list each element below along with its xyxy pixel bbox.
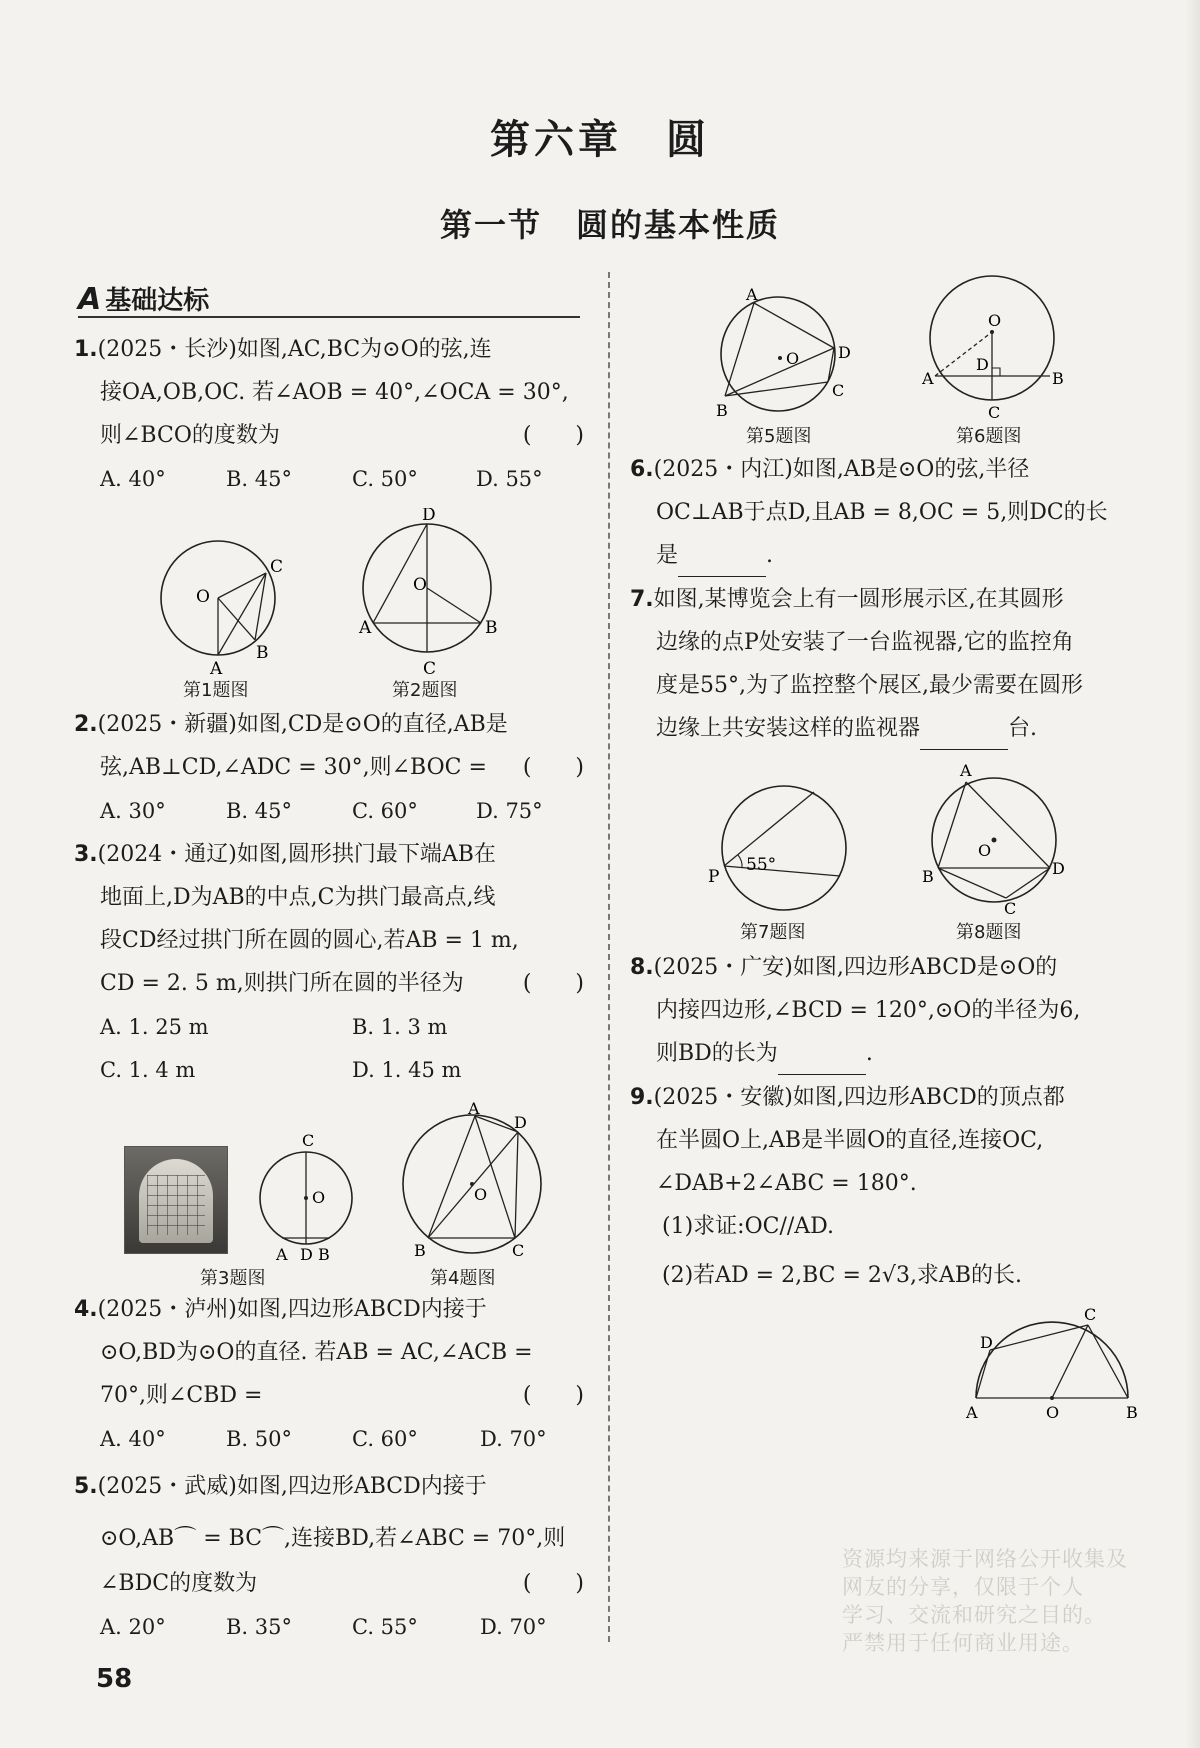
q-text: 地面上,D为AB的中点,C为拱门最高点,线: [100, 885, 496, 910]
caption-figure-4: 第4题图: [430, 1268, 496, 1289]
q-number: 1.: [74, 337, 98, 362]
question-7: [630, 578, 1142, 750]
option-b[interactable]: B. 45°: [226, 467, 293, 491]
q-text: 是: [656, 543, 679, 568]
label-a: A: [468, 1102, 480, 1118]
q-text: (2025・长沙)如图,AC,BC为⊙O的弦,连: [97, 337, 492, 362]
option-c[interactable]: C. 50°: [352, 467, 418, 491]
q-text: 弦,AB⊥CD,∠ADC = 30°,则∠BOC =: [100, 755, 487, 780]
option-d[interactable]: D. 55°: [476, 467, 543, 491]
option-c[interactable]: C. 55°: [352, 1615, 418, 1639]
arch-door-photo: [124, 1146, 228, 1254]
page-edge: [1186, 0, 1200, 1748]
label-o: O: [413, 575, 427, 595]
option-c[interactable]: C. 1. 4 m: [100, 1058, 196, 1082]
caption-figure-3: 第3题图: [200, 1268, 266, 1289]
watermark-line: 网友的分享，仅限于个人: [842, 1575, 1084, 1599]
figure-4: [400, 1102, 550, 1267]
question-6: 6.(2025・内江)如图,AB是⊙O的弦,半径 OC⊥AB于点D,且AB = 8,OC = 5,则DC的长 是 .: [630, 448, 1142, 577]
label-b: B: [318, 1245, 330, 1264]
q-text: (2024・通辽)如图,圆形拱门最下端AB在: [97, 842, 496, 867]
label-b: B: [922, 867, 934, 886]
label-c: C: [270, 557, 284, 577]
question-1: [74, 328, 584, 457]
sub-question-1: (1)求证:OC//AD.: [662, 1214, 835, 1239]
figure-6: [920, 272, 1070, 422]
caption-figure-2: 第2题图: [392, 680, 458, 701]
chapter-title: 第六章 圆: [490, 116, 710, 163]
label-c: C: [512, 1241, 525, 1260]
option-a[interactable]: A. 30°: [100, 799, 166, 823]
q-text: (2025・泸州)如图,四边形ABCD内接于: [97, 1297, 487, 1322]
figure-1: [150, 530, 290, 680]
option-d[interactable]: D. 70°: [480, 1615, 547, 1639]
label-p: P: [708, 867, 720, 887]
q-number: 8.: [630, 955, 654, 980]
section-title: 第一节 圆的基本性质: [439, 206, 780, 244]
figure-7: [708, 778, 858, 918]
label-d: D: [976, 355, 989, 374]
label-c: C: [423, 659, 437, 679]
label-b: B: [485, 618, 498, 638]
q-text: ⊙O,AB⌒ = BC⌒,连接BD,若∠ABC = 70°,则: [100, 1526, 566, 1551]
q-number: 2.: [74, 712, 98, 737]
q-text: 接OA,OB,OC. 若∠AOB = 40°,∠OCA = 30°,: [100, 380, 569, 405]
q-number: 3.: [74, 842, 98, 867]
label-a: A: [359, 618, 372, 638]
label-c: C: [1084, 1306, 1097, 1324]
label-d: D: [422, 508, 436, 525]
figure-8: [918, 758, 1078, 918]
caption-figure-6: 第6题图: [956, 426, 1022, 447]
answer-paren: ( ): [522, 1571, 584, 1596]
page-number: 58: [96, 1664, 133, 1694]
q-number: 9.: [630, 1085, 654, 1110]
q-text: 70°,则∠CBD =: [100, 1383, 263, 1408]
option-a[interactable]: A. 40°: [100, 467, 166, 491]
option-c[interactable]: C. 60°: [352, 799, 418, 823]
q-text: 内接四边形,∠BCD = 120°,⊙O的半径为6,: [656, 998, 1081, 1023]
option-b[interactable]: B. 50°: [226, 1427, 293, 1451]
label-d: D: [980, 1333, 993, 1352]
angle-label: 55°: [746, 855, 777, 875]
sub-question-2: (2)若AD = 2,BC = 2√3,求AB的长.: [662, 1263, 1022, 1288]
label-o: O: [1046, 1403, 1060, 1422]
label-c: C: [988, 403, 1001, 422]
option-a[interactable]: A. 1. 25 m: [100, 1015, 209, 1039]
label-o: O: [978, 841, 992, 860]
label-o: O: [312, 1188, 326, 1207]
option-a[interactable]: A. 40°: [100, 1427, 166, 1451]
q-text: (2025・广安)如图,四边形ABCD是⊙O的: [653, 955, 1058, 980]
label-a: A: [960, 761, 972, 780]
label-c: C: [1004, 899, 1017, 918]
q-number: 6.: [630, 457, 654, 482]
q-text: (2025・新疆)如图,CD是⊙O的直径,AB是: [97, 712, 508, 737]
option-b[interactable]: B. 45°: [226, 799, 293, 823]
question-4: [74, 1288, 584, 1417]
q-text: 边缘上共安装这样的监视器: [656, 716, 921, 741]
label-d: D: [300, 1245, 313, 1264]
q-text: 度是55°,为了监控整个展区,最少需要在圆形: [656, 673, 1083, 698]
figure-9: [960, 1306, 1146, 1424]
label-c: C: [832, 381, 845, 400]
figure-5: [708, 286, 868, 421]
figure-3: [252, 1130, 362, 1270]
caption-figure-8: 第8题图: [956, 922, 1022, 943]
q-text: 段CD经过拱门所在圆的圆心,若AB = 1 m,: [100, 928, 519, 953]
question-8: 8.(2025・广安)如图,四边形ABCD是⊙O的 内接四边形,∠BCD = 120°,⊙O的半径为6, 则BD的长为 .: [630, 946, 1142, 1075]
option-d[interactable]: D. 1. 45 m: [352, 1058, 462, 1082]
label-b: B: [716, 401, 728, 420]
level-text: 基础达标: [105, 286, 210, 316]
label-a: A: [746, 286, 758, 304]
q-text: 则∠BCO的度数为: [100, 423, 280, 448]
label-o: O: [474, 1185, 488, 1204]
q-text: 则BD的长为: [656, 1041, 778, 1066]
question-9: [630, 1076, 1142, 1297]
answer-blank[interactable]: [678, 554, 766, 577]
answer-paren: ( ): [522, 755, 584, 780]
q-text: OC⊥AB于点D,且AB = 8,OC = 5,则DC的长: [656, 500, 1108, 525]
q-text: CD = 2. 5 m,则拱门所在圆的半径为: [100, 971, 464, 996]
option-d[interactable]: D. 70°: [480, 1427, 547, 1451]
label-b: B: [414, 1241, 426, 1260]
label-o: O: [196, 587, 210, 607]
label-b: B: [1052, 369, 1064, 388]
label-d: D: [838, 343, 851, 362]
arch-window-grid: [147, 1175, 205, 1235]
label-o: O: [786, 349, 800, 368]
option-a[interactable]: A. 20°: [100, 1615, 166, 1639]
question-3: [74, 833, 584, 1005]
label-d: D: [1052, 859, 1065, 878]
label-o: O: [988, 311, 1002, 330]
q-text: (2025・武威)如图,四边形ABCD内接于: [97, 1474, 487, 1499]
option-b[interactable]: B. 1. 3 m: [352, 1015, 448, 1039]
q-number: 4.: [74, 1297, 98, 1322]
option-b[interactable]: B. 35°: [226, 1615, 293, 1639]
label-c: C: [302, 1131, 315, 1150]
caption-figure-5: 第5题图: [746, 426, 812, 447]
column-divider: [608, 272, 610, 1642]
label-a: A: [276, 1245, 288, 1264]
watermark: [842, 1545, 1200, 1657]
label-a: A: [210, 659, 223, 679]
option-d[interactable]: D. 75°: [476, 799, 543, 823]
q-number: 5.: [74, 1474, 98, 1499]
q-text: ⊙O,BD为⊙O的直径. 若AB = AC,∠ACB =: [100, 1340, 533, 1365]
q-text: (2025・安徽)如图,四边形ABCD的顶点都: [653, 1085, 1065, 1110]
answer-paren: ( ): [522, 423, 584, 448]
answer-paren: ( ): [522, 971, 584, 996]
question-5: [74, 1461, 584, 1603]
question-2: [74, 703, 584, 789]
q-text: (2025・内江)如图,AB是⊙O的弦,半径: [653, 457, 1030, 482]
option-c[interactable]: C. 60°: [352, 1427, 418, 1451]
caption-figure-7: 第7题图: [740, 922, 806, 943]
q-text: 如图,某博览会上有一圆形展示区,在其圆形: [653, 587, 1064, 612]
q-number: 7.: [630, 587, 654, 612]
watermark-line: 严禁用于任何商业用途。: [842, 1631, 1084, 1655]
options-q3: [100, 1006, 580, 1092]
label-b: B: [1126, 1403, 1138, 1422]
label-b: B: [256, 643, 269, 663]
label-d: D: [514, 1113, 527, 1132]
answer-blank[interactable]: [778, 1052, 866, 1075]
answer-blank[interactable]: [920, 727, 1008, 750]
watermark-line: 学习、交流和研究之目的。: [842, 1603, 1106, 1627]
figure-2: [355, 508, 505, 683]
level-letter: A: [78, 282, 102, 317]
q-text: 在半圆O上,AB是半圆O的直径,连接OC,: [656, 1128, 1044, 1153]
answer-paren: ( ): [522, 1383, 584, 1408]
label-a: A: [966, 1403, 978, 1422]
q-text: ∠DAB+2∠ABC = 180°.: [656, 1171, 917, 1196]
q-text: 台.: [1008, 716, 1038, 741]
watermark-line: 资源均来源于网络公开收集及: [842, 1547, 1128, 1571]
level-heading: [78, 280, 580, 318]
q-text: ∠BDC的度数为: [100, 1571, 258, 1596]
q-text: 边缘的点P处安装了一台监视器,它的监控角: [656, 630, 1074, 655]
caption-figure-1: 第1题图: [183, 680, 249, 701]
label-a: A: [922, 369, 934, 388]
